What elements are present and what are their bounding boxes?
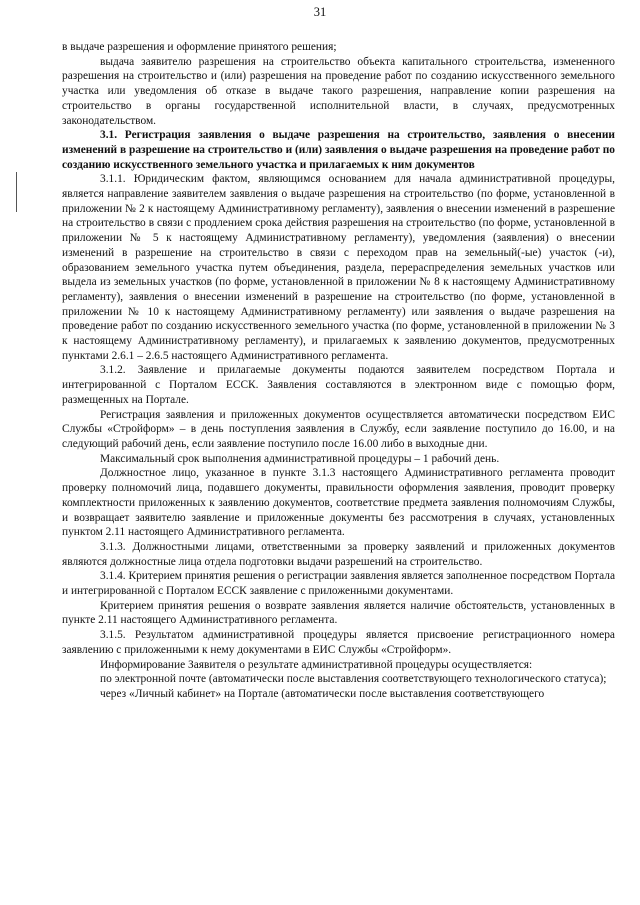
margin-line: [16, 172, 17, 212]
page-number: 31: [313, 5, 327, 19]
paragraph-informing: Информирование Заявителя о результате административной процедуры осуществляется:: [100, 658, 533, 671]
paragraph-official-check: Должностное лицо, указанное в пункте 3.1.3 настоящего Административного регламента проводит проверку полномочий лица, подавшего документы, правильности оформления заявления, проводит проверку комплектности приложенных к заявлению документов, соответствие предмета заявления полномочиям Службы, и возвращает заявителю заявление и приложенные документы без рассмотрения в случаях, установленных пунктом 2.11 настоящего Административного регламента.: [62, 467, 615, 539]
paragraph-via-cabinet: через «Личный кабинет» на Портале (автоматически после выставления соответствующего: [100, 687, 545, 700]
paragraph-3-1-5: 3.1.5. Результатом административной процедуры является присвоение регистрационного номера заявлению с приложенными к нему документами в ЕИС Службы «Стройформ».: [62, 629, 615, 656]
section-heading-3-1: 3.1. Регистрация заявления о выдаче разрешения на строительство, заявления о внесении изменений в разрешение на строительство и (или) заявления о выдаче разрешения на проведение работ по созданию искусственного земельного участка и прилагаемых к ним документов: [62, 129, 615, 171]
paragraph-3-1-2: 3.1.2. Заявление и прилагаемые документы подаются заявителем посредством Портала и интегрированной с Порталом ЕССК. Заявления составляются в электронном виде с помощью форм, размещенных на Портале.: [62, 364, 615, 406]
paragraph-3-1-3: 3.1.3. Должностными лицами, ответственными за проверку заявлений и приложенных документов являются должностные лица отдела подготовки выдачи разрешений на строительство.: [62, 540, 615, 568]
paragraph-max-term: Максимальный срок выполнения административной процедуры – 1 рабочий день.: [100, 452, 500, 465]
document-body: [62, 40, 615, 702]
paragraph-3-1-4: 3.1.4. Критерием принятия решения о регистрации заявления является заполненное посредством Портала и интегрированной с Порталом ЕССК заявление с приложенными документами.: [62, 570, 615, 598]
paragraph-return-criterion: Критерием принятия решения о возврате заявления является наличие обстоятельств, установленных в пункте 2.11 настоящего Административного регламента.: [62, 599, 615, 627]
paragraph-issuance: выдача заявителю разрешения на строительство объекта капитального строительства, измененного разрешения на строительство и (или) разрешения на проведение работ по созданию искусственного земельного участка или уведомления об отказе в выдаче такого разрешения, направление копии разрешения на строительство в органы государственной исполнительной власти, в случаях, предусмотренных законодательством.: [62, 55, 615, 127]
paragraph-registration: Регистрация заявления и приложенных документов осуществляется автоматически посредством ЕИС Службы «Стройформ» – в день поступления заявления в Службу, если заявление поступило до 16.00, и на следующий рабочий день, если заявление поступило после 16.00 либо в выходные дни.: [62, 408, 615, 450]
paragraph-decision: в выдаче разрешения и оформление принятого решения;: [62, 41, 337, 53]
paragraph-3-1-1: 3.1.1. Юридическим фактом, являющимся основанием для начала административной процедуры, является направление заявителем заявления о выдаче разрешения на строительство (по форме, установленной в приложении № 2 к настоящему Административному регламенту), заявления о внесении изменений в разрешение на строительство в связи с продлением срока действия разрешения на строительство (по форме, установленной в приложении № 5 к настоящему Административному регламенту), уведомления (заявления) о внесении изменений в разрешение на строительство в связи с переходом прав на земельный(-ые) участок (-и), образованием земельного участка путем объединения, раздела, перераспределения земельных участков или выдела из земельных участков (по форме, установленной в приложении № 8 к настоящему Административному регламенту), заявления о внесении изменений в разрешение на строительство (по форме, установленной в приложении № 10 к настоящему Административному регламенту) или заявления о выдаче разрешения на проведение работ по созданию искусственного земельного участка (по форме, установленной в приложении № 3 к настоящему Административному регламенту), и прилагаемых к заявлению документов, предусмотренных пунктами 2.6.1 – 2.6.5 настоящего Административного регламента.: [62, 173, 615, 362]
paragraph-by-email: по электронной почте (автоматически после выставления соответствующего технологического статуса);: [100, 673, 607, 686]
